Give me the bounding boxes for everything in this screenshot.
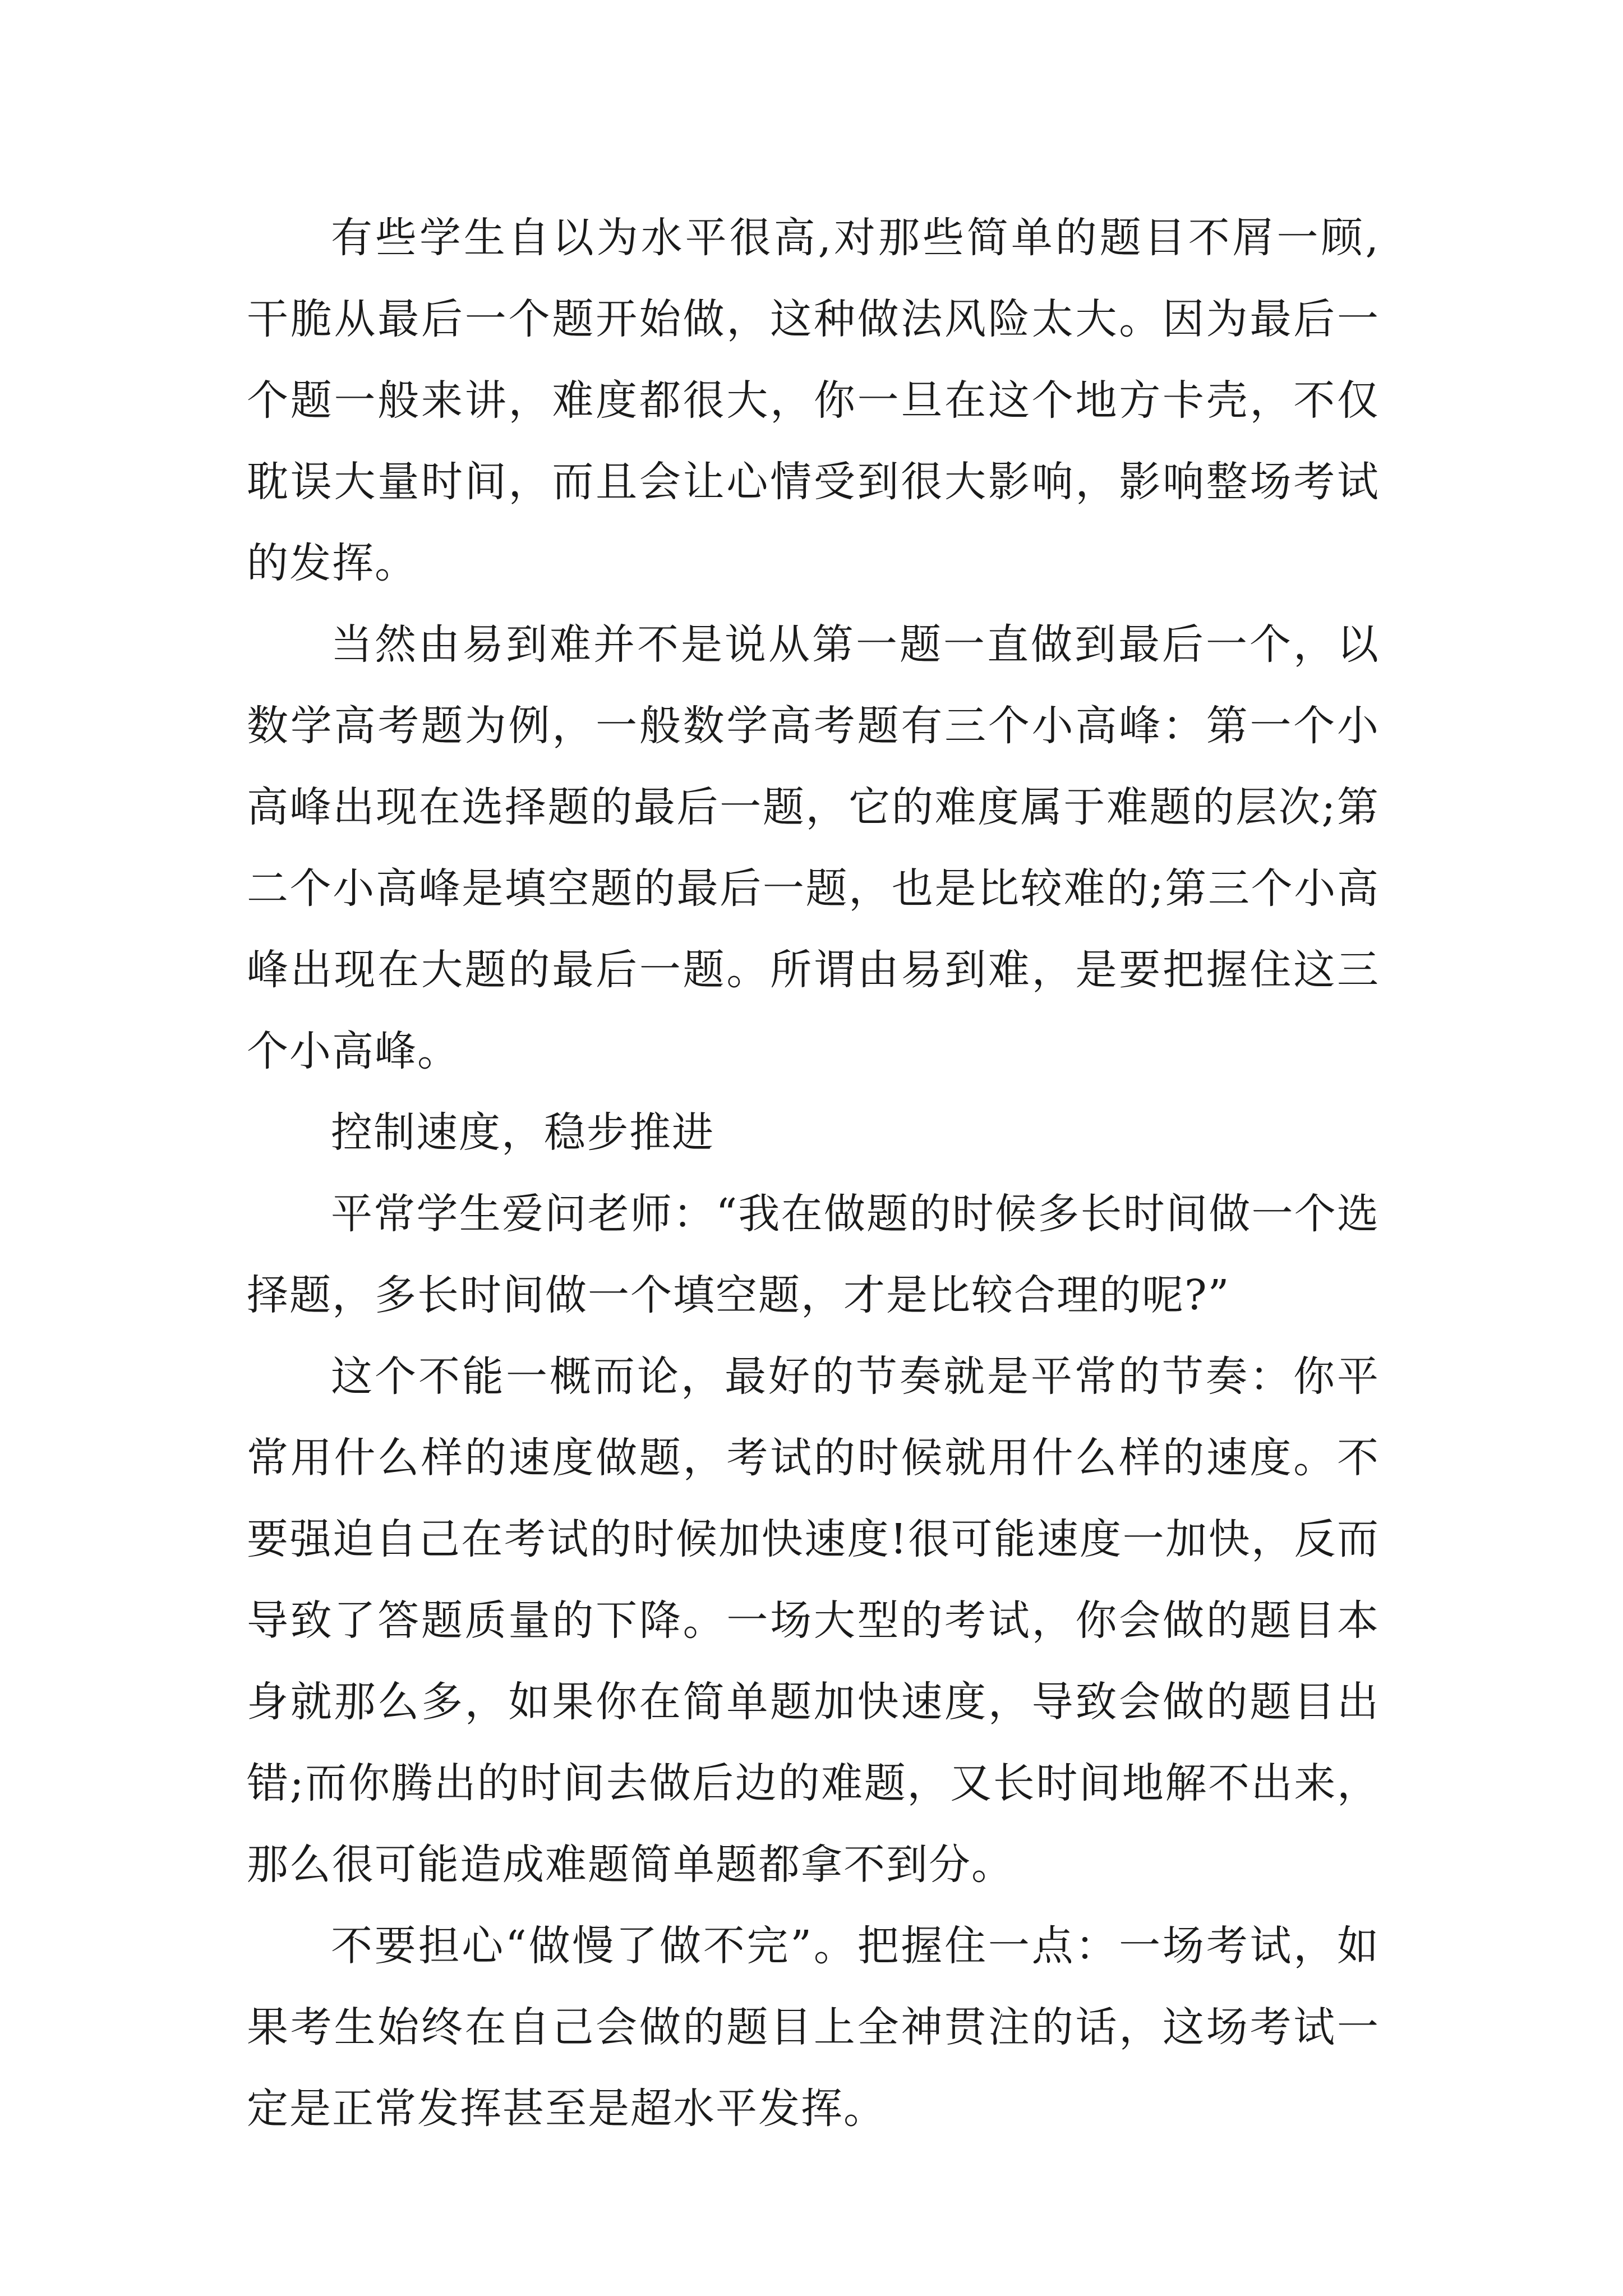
- paragraph: 当然由易到难并不是说从第一题一直做到最后一个，以数学高考题为例，一般数学高考题有三个小高峰：第一个小高峰出现在选择题的最后一题，它的难度属于难题的层次;第二个小高峰是填空题的最后一题，也是比较难的;第三个小高峰出现在大题的最后一题。所谓由易到难，是要把握住这三个小高峰。: [247, 620, 1380, 1075]
- paragraph: 平常学生爱问老师：“我在做题的时候多长时间做一个选择题，多长时间做一个填空题，才是比较合理的呢?”: [247, 1190, 1380, 1319]
- paragraph: 这个不能一概而论，最好的节奏就是平常的节奏：你平常用什么样的速度做题，考试的时候就用什么样的速度。不要强迫自己在考试的时候加快速度!很可能速度一加快，反而导致了答题质量的下降。一场大型的考试，你会做的题目本身就那么多，如果你在简单题加快速度，导致会做的题目出错;而你腾出的时间去做后边的难题，又长时间地解不出来，那么很可能造成难题简单题都拿不到分。: [247, 1352, 1380, 1889]
- body-text: [247, 197, 1380, 2150]
- paragraph: 有些学生自以为水平很高,对那些简单的题目不屑一顾,干脆从最后一个题开始做，这种做法风险太大。因为最后一个题一般来讲，难度都很大，你一旦在这个地方卡壳，不仅耽误大量时间，而且会让心情受到很大影响，影响整场考试的发挥。: [247, 214, 1380, 587]
- section-heading: 控制速度，稳步推进: [331, 1108, 714, 1157]
- paragraph: 不要担心“做慢了做不完”。把握住一点：一场考试，如果考生始终在自己会做的题目上全神贯注的话，这场考试一定是正常发挥甚至是超水平发挥。: [247, 1922, 1380, 2133]
